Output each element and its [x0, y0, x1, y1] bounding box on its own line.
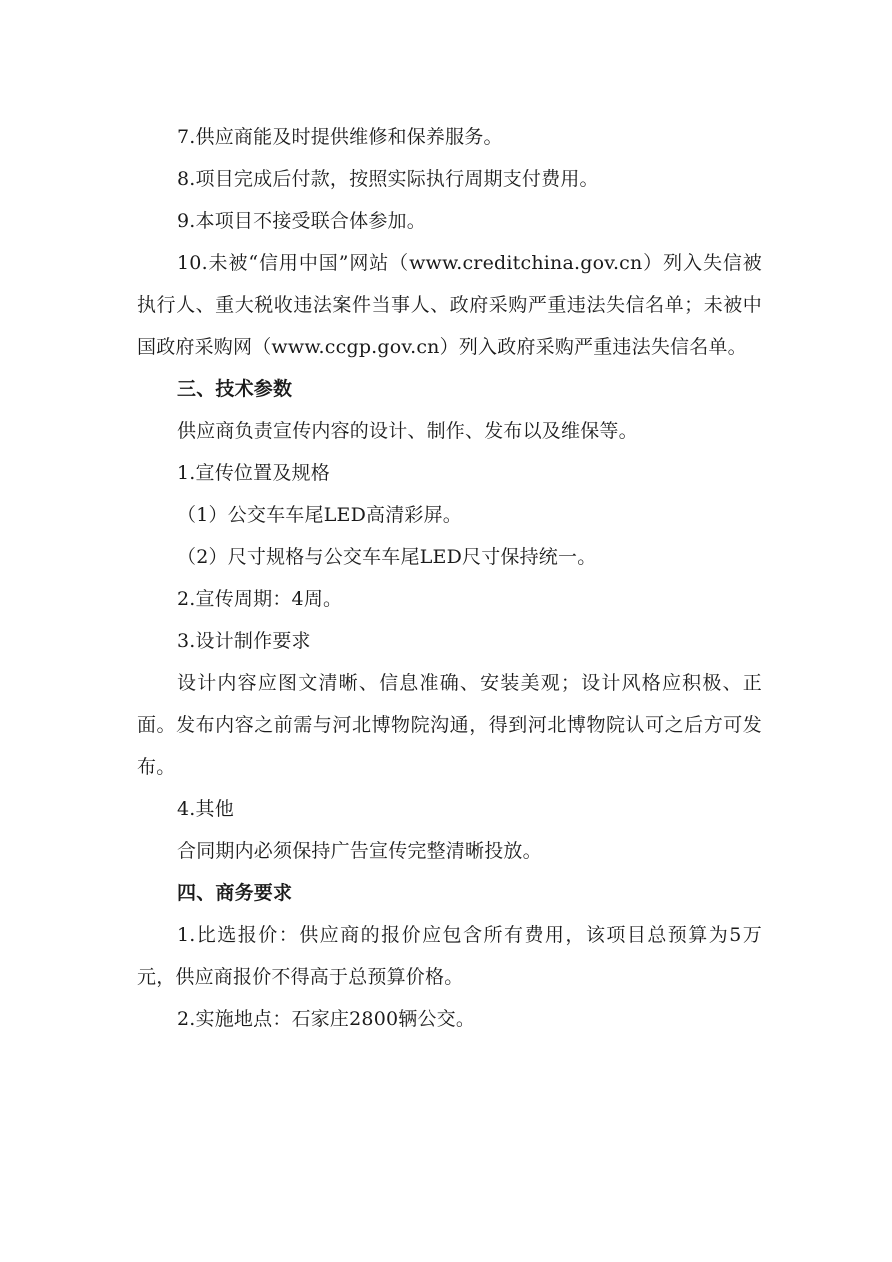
document-body	[137, 116, 762, 1040]
paragraph-design-title: 3.设计制作要求	[177, 630, 311, 652]
paragraph-location: 2.实施地点：石家庄2800辆公交。	[177, 1008, 476, 1030]
section-heading-business: 四、商务要求	[177, 882, 293, 904]
paragraph-other-body: 合同期内必须保持广告宣传完整清晰投放。	[177, 840, 542, 862]
paragraph-item-10: 10.未被“信用中国”网站（www.creditchina.gov.cn）列入失信被执行人、重大税收违法案件当事人、政府采购严重违法失信名单；未被中国政府采购网（www.ccgp.gov.cn）列入政府采购严重违法失信名单。	[137, 252, 762, 358]
section-heading-technical: 三、技术参数	[177, 378, 293, 400]
paragraph-period: 2.宣传周期：4周。	[177, 588, 343, 610]
paragraph-item-8: 8.项目完成后付款，按照实际执行周期支付费用。	[177, 168, 599, 190]
paragraph-quote: 1.比选报价：供应商的报价应包含所有费用，该项目总预算为5万元，供应商报价不得高于总预算价格。	[137, 924, 762, 988]
paragraph-technical-intro: 供应商负责宣传内容的设计、制作、发布以及维保等。	[177, 420, 638, 442]
paragraph-other-title: 4.其他	[177, 798, 234, 820]
paragraph-location-spec: 1.宣传位置及规格	[177, 462, 330, 484]
paragraph-design-body: 设计内容应图文清晰、信息准确、安装美观；设计风格应积极、正面。发布内容之前需与河北博物院沟通，得到河北博物院认可之后方可发布。	[137, 672, 762, 778]
paragraph-item-9: 9.本项目不接受联合体参加。	[177, 210, 426, 232]
paragraph-item-7: 7.供应商能及时提供维修和保养服务。	[177, 126, 503, 148]
paragraph-spec-1: （1）公交车车尾LED高清彩屏。	[177, 504, 463, 526]
paragraph-spec-2: （2）尺寸规格与公交车车尾LED尺寸保持统一。	[177, 546, 597, 568]
